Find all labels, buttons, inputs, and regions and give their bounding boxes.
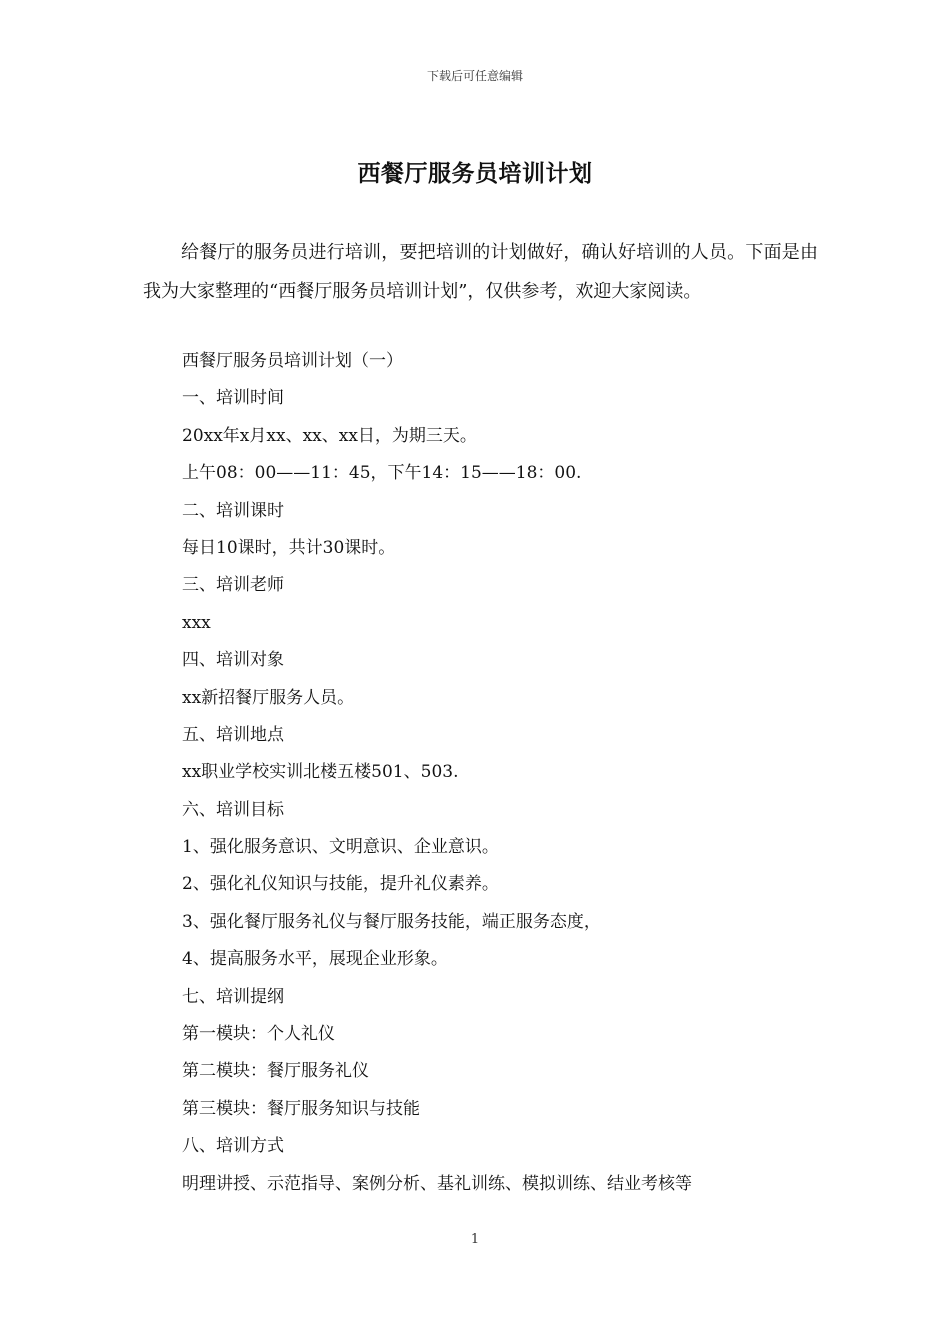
body-line: 1、强化服务意识、文明意识、企业意识。 [182, 837, 499, 858]
body-line: 第一模块：个人礼仪 [182, 1024, 335, 1045]
body-line: 3、强化餐厅服务礼仪与餐厅服务技能，端正服务态度， [182, 911, 601, 932]
body-line: 西餐厅服务员培训计划（一） [182, 351, 403, 371]
section-heading: 七、培训提纲 [182, 986, 284, 1007]
section-heading: 五、培训地点 [182, 724, 284, 745]
body-line: 第三模块：餐厅服务知识与技能 [182, 1098, 420, 1119]
body-line: 20xx年x月xx、xx、xx日，为期三天。 [182, 425, 477, 446]
intro-paragraph: 给餐厅的服务员进行培训，要把培训的计划做好，确认好培训的人员。下面是由我为大家整理的“西餐厅服务员培训计划”，仅供参考，欢迎大家阅读。 [143, 242, 818, 302]
body-line: 第二模块：餐厅服务礼仪 [182, 1061, 369, 1082]
body-line: 明理讲授、示范指导、案例分析、基礼训练、模拟训练、结业考核等 [182, 1173, 692, 1194]
document-body [182, 343, 822, 1203]
section-heading: 一、培训时间 [182, 388, 284, 409]
body-line: 上午08：00——11：45，下午14：15——18：00. [182, 463, 582, 484]
section-heading: 四、培训对象 [182, 650, 284, 671]
body-line: 2、强化礼仪知识与技能，提升礼仪素养。 [182, 874, 499, 895]
document-title: 西餐厅服务员培训计划 [357, 160, 593, 187]
body-line: xxx [182, 612, 211, 633]
section-heading: 六、培训目标 [182, 799, 284, 820]
header-note: 下载后可任意编辑 [426, 69, 523, 83]
section-heading: 三、培训老师 [182, 575, 284, 596]
body-line: xx新招餐厅服务人员。 [182, 687, 355, 708]
body-line: 4、提高服务水平，展现企业形象。 [182, 949, 448, 970]
body-line: xx职业学校实训北楼五楼501、503. [182, 762, 459, 783]
body-line: 每日10课时，共计30课时。 [182, 537, 396, 558]
page-number: 1 [470, 1232, 480, 1247]
section-heading: 二、培训课时 [182, 500, 284, 521]
section-heading: 八、培训方式 [182, 1136, 284, 1157]
